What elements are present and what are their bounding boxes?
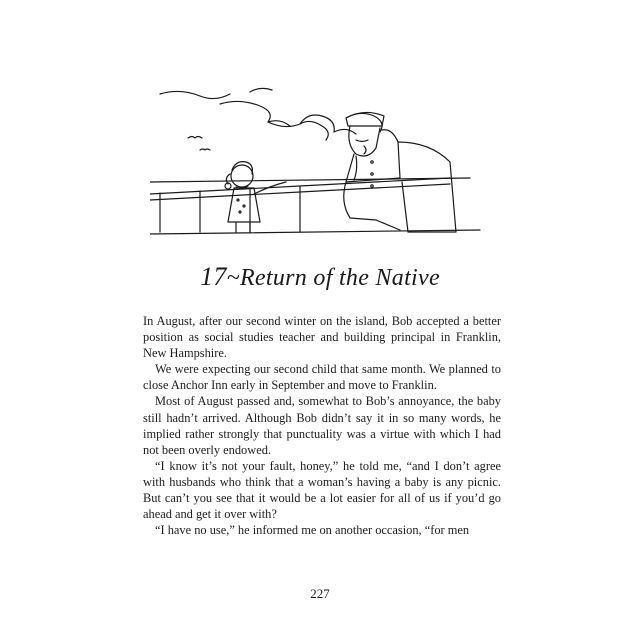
paragraph: We were expecting our second child that same month. We planned to close Anchor Inn early in September and move to Franklin. [143, 362, 501, 393]
ship-deck-illustration [150, 82, 490, 242]
paragraph: Most of August passed and, somewhat to Bob’s annoyance, the baby still hadn’t arrived. Although Bob didn’t say it in so many words, he implied rather strongly that punctuality was a virtue with which I had not been overly endowed. [143, 394, 501, 457]
paragraph: “I know it’s not your fault, honey,” he told me, “and I don’t agree with husbands who think that a woman’s having a baby is any picnic. But can’t you see that it would be a lot easier for all of us if you’d go ahead and get it over with? [143, 458, 501, 522]
page-number: 227 [310, 586, 330, 601]
paragraph: In August, after our second winter on the island, Bob accepted a better position as social studies teacher and building principal in Franklin, New Hampshire. [143, 314, 501, 361]
chapter-separator: ~ [226, 265, 240, 291]
chapter-heading [0, 262, 640, 292]
paragraph: “I have no use,” he informed me on another occasion, “for men [155, 523, 470, 538]
chapter-title: Return of the Native [239, 265, 440, 291]
chapter-number: 17 [200, 262, 227, 291]
chapter-body [143, 313, 501, 538]
